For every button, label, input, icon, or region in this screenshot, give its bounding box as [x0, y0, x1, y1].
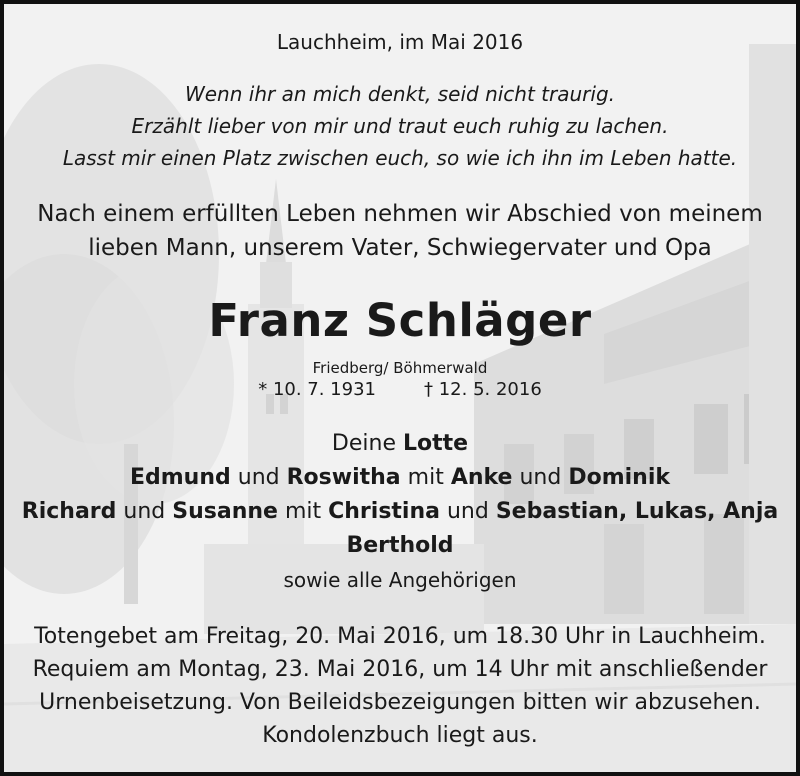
mourners-line: sowie alle Angehörigen [283, 568, 517, 592]
mourners-line: Deine Lotte [331, 431, 469, 456]
mourners [4, 427, 796, 597]
service-line: Totengebet am Freitag, 20. Mai 2016, um 18.30 Uhr in Lauchheim. [34, 624, 766, 649]
intro-line: lieben Mann, unserem Vater, Schwiegervater und Opa [88, 235, 712, 261]
birth-date: * 10. 7. 1931 [258, 379, 376, 400]
service-line: Urnenbeisetzung. Von Beileidsbezeigungen bitten wir abzusehen. [39, 690, 761, 715]
place-date: Lauchheim, im Mai 2016 [276, 30, 524, 54]
mourners-line: Richard und Susanne mit Christina und Sebastian, Lukas, Anja [21, 499, 779, 524]
poem-line: Wenn ihr an mich denkt, seid nicht traurig. [184, 82, 616, 106]
deceased-origin: Friedberg/ Böhmerwald [312, 359, 488, 377]
poem-line: Erzählt lieber von mir und traut euch ruhig zu lachen. [131, 114, 669, 138]
death-date: † 12. 5. 2016 [424, 379, 542, 400]
service-line: Requiem am Montag, 23. Mai 2016, um 14 Uhr mit anschließender [32, 657, 768, 682]
intro-line: Nach einem erfüllten Leben nehmen wir Abschied von meinem [37, 201, 763, 227]
poem [4, 78, 796, 174]
mourners-line: Berthold [346, 533, 454, 558]
service-line: Kondolenzbuch liegt aus. [262, 723, 538, 748]
life-dates [4, 379, 796, 400]
intro-text [4, 197, 796, 265]
spouse-name: Lotte [402, 431, 469, 456]
poem-line: Lasst mir einen Platz zwischen euch, so wie ich ihn im Leben hatte. [62, 146, 738, 170]
mourners-line: Edmund und Roswitha mit Anke und Dominik [129, 465, 670, 490]
service-info [4, 620, 796, 752]
deceased-name: Franz Schläger [208, 294, 592, 347]
